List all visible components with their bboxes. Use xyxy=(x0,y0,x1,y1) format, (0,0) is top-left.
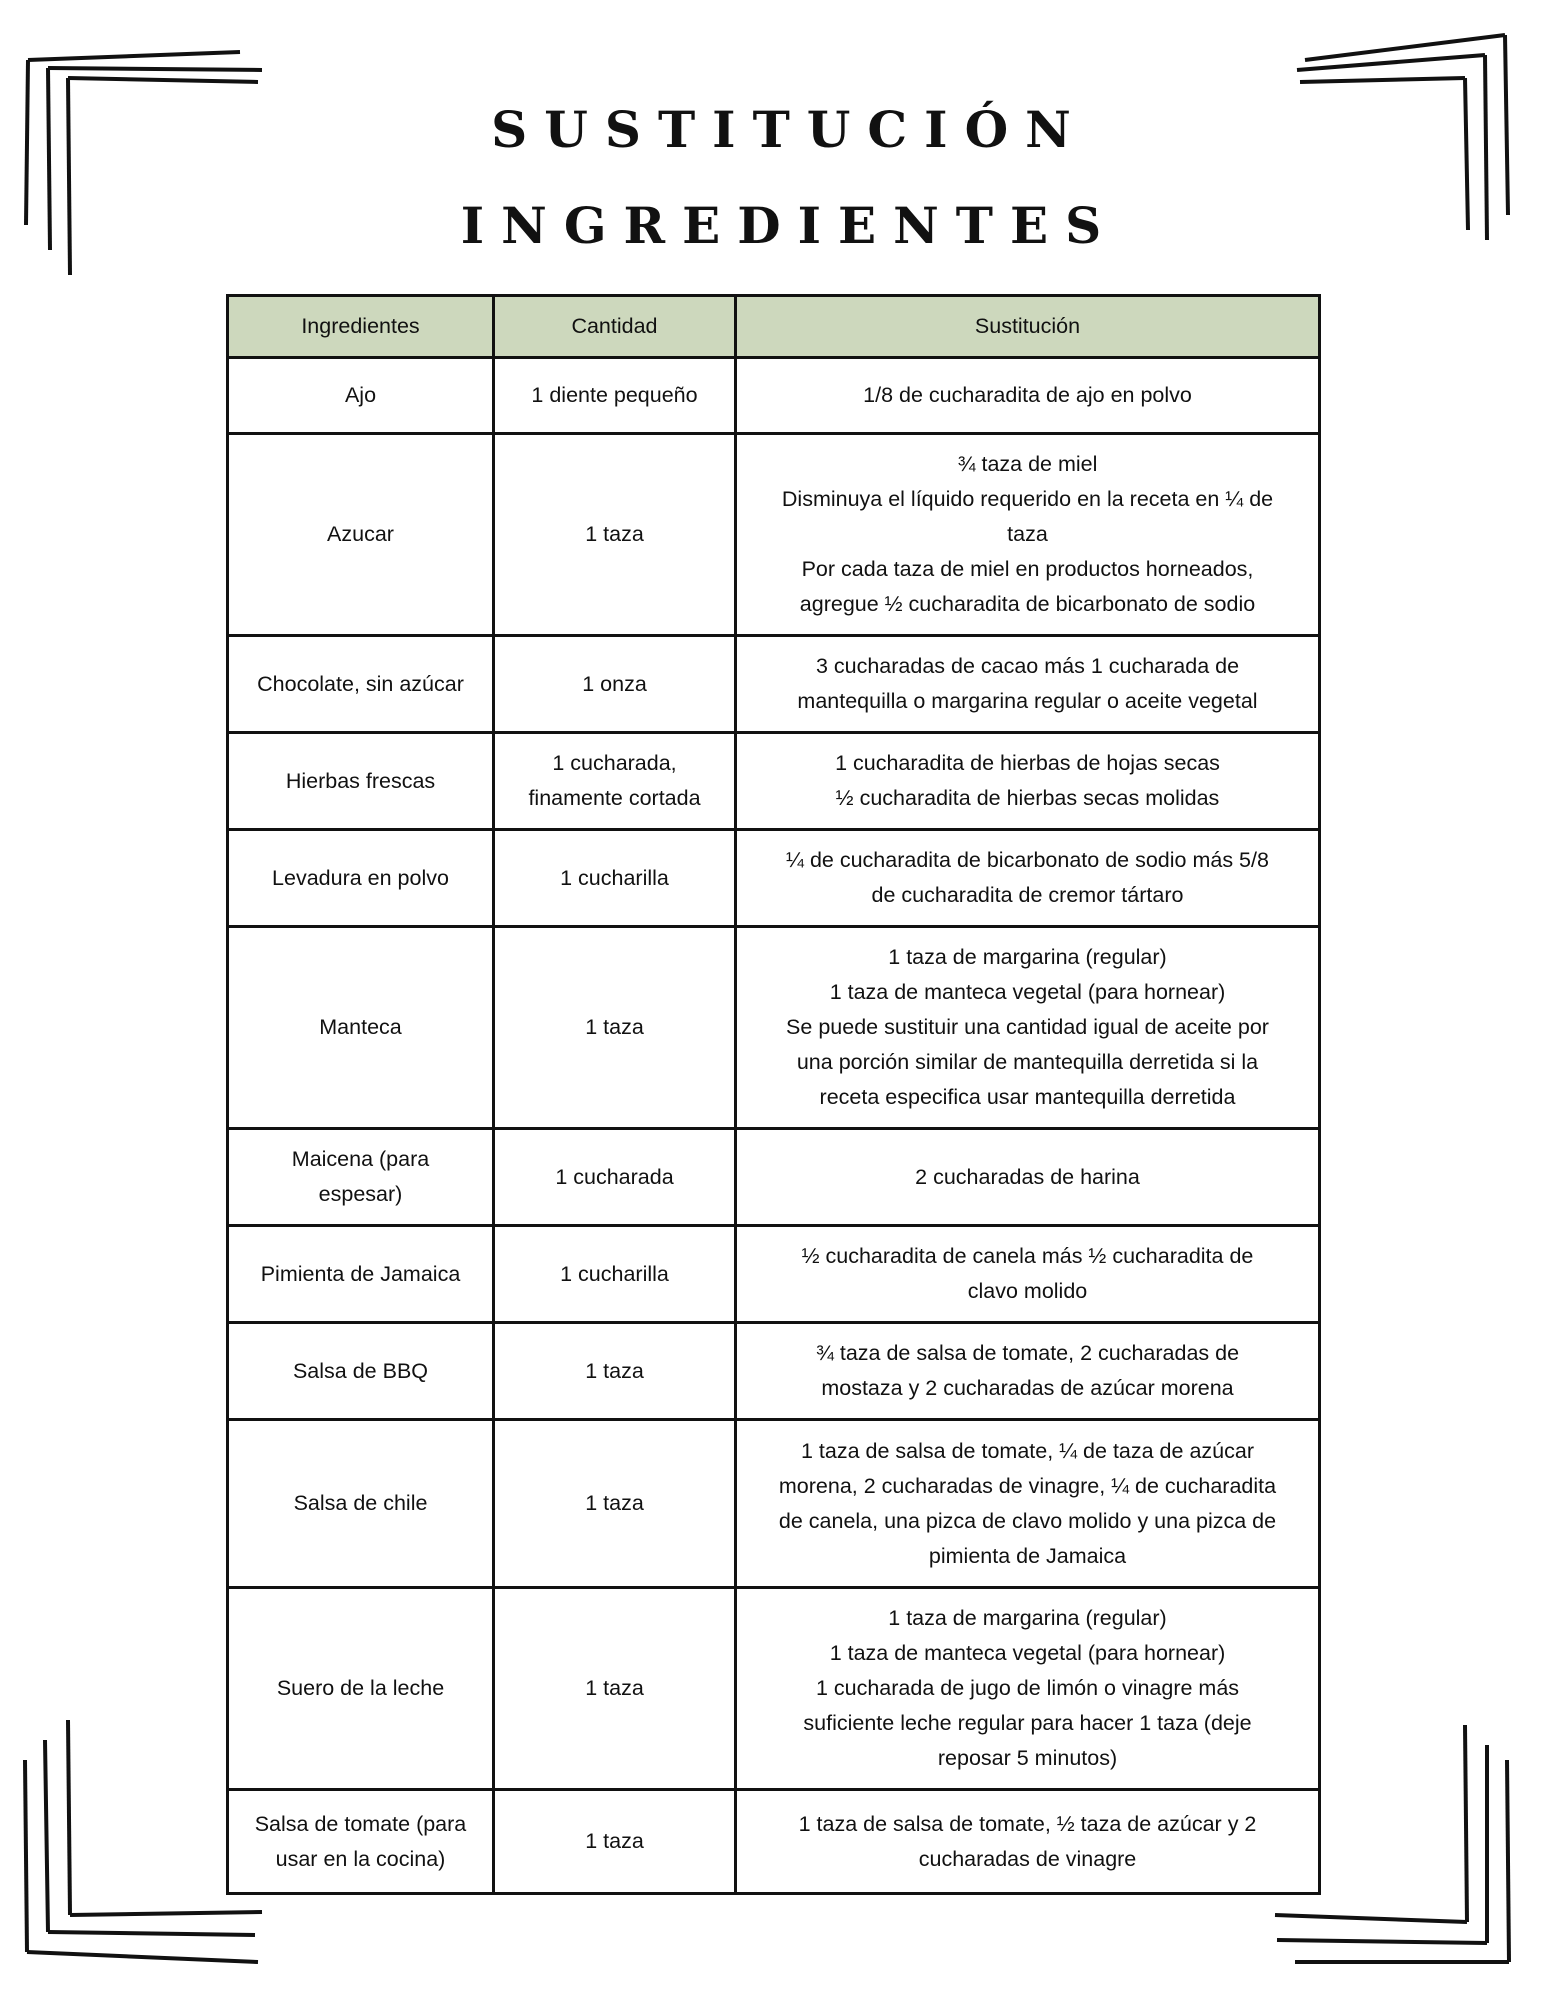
cell-text-line: mostaza y 2 cucharadas de azúcar morena xyxy=(821,1376,1234,1400)
substitution-cell xyxy=(736,358,1320,434)
quantity-cell xyxy=(494,1129,736,1226)
cell-text-line: 1 taza de manteca vegetal (para hornear) xyxy=(829,980,1226,1004)
table-row xyxy=(228,1420,1320,1588)
table-row xyxy=(228,636,1320,733)
cell-text-line: Levadura en polvo xyxy=(272,865,449,890)
substitution-cell xyxy=(736,636,1320,733)
substitution-cell xyxy=(736,1129,1320,1226)
ingredient-cell xyxy=(228,1323,494,1420)
ingredient-cell xyxy=(228,1588,494,1790)
cell-text-line: pimienta de Jamaica xyxy=(928,1543,1127,1568)
quantity-cell xyxy=(494,1323,736,1420)
substitution-cell xyxy=(736,1323,1320,1420)
cell-text-line: Hierbas frescas xyxy=(285,768,436,793)
ingredient-cell xyxy=(228,927,494,1129)
quantity-cell xyxy=(494,636,736,733)
cell-text-line: ½ cucharadita de canela más ½ cucharadita de xyxy=(801,1244,1254,1268)
cell-text-line: Pimienta de Jamaica xyxy=(260,1261,461,1286)
cell-text-line: 1 cucharilla xyxy=(560,1261,669,1286)
cell-text-line: 1 taza xyxy=(585,1829,644,1853)
ingredient-cell xyxy=(228,636,494,733)
table-row xyxy=(228,1588,1320,1790)
page-title-line-2: INGREDIENTES xyxy=(460,196,1119,255)
cell-text-line: usar en la cocina) xyxy=(275,1846,446,1871)
cell-text-line: ¾ taza de salsa de tomate, 2 cucharadas de xyxy=(815,1341,1240,1365)
cell-text-line: clavo molido xyxy=(967,1279,1088,1303)
quantity-cell xyxy=(494,1420,736,1588)
table-row xyxy=(228,1790,1320,1894)
ingredient-cell xyxy=(228,1790,494,1894)
cell-text-line: 1 taza xyxy=(585,1491,644,1515)
cell-text-line: Disminuya el líquido requerido en la receta en ¼ de xyxy=(781,487,1274,511)
cell-text-line: 1 taza de manteca vegetal (para hornear) xyxy=(829,1641,1226,1665)
page-title-line-1: SUSTITUCIÓN xyxy=(491,100,1088,159)
cell-text-line: agregue ½ cucharadita de bicarbonato de sodio xyxy=(799,592,1256,616)
table-row xyxy=(228,358,1320,434)
cell-text-line: Salsa de BBQ xyxy=(292,1358,429,1383)
substitution-cell xyxy=(736,434,1320,636)
cell-text-line: 1 diente pequeño xyxy=(531,383,698,407)
ingredient-cell xyxy=(228,1129,494,1226)
header-ingredientes: Ingredientes xyxy=(228,296,494,358)
substitution-cell xyxy=(736,733,1320,830)
cell-text-line: 1 taza de margarina (regular) xyxy=(888,1606,1167,1630)
substitution-table xyxy=(226,294,1321,1895)
ingredient-cell xyxy=(228,1226,494,1323)
cell-text-line: Ajo xyxy=(344,383,377,407)
cell-text-line: 1 taza xyxy=(585,1015,644,1039)
substitution-cell xyxy=(736,830,1320,927)
cell-text-line: taza xyxy=(1007,522,1048,546)
cell-text-line: 1 cucharada xyxy=(555,1164,674,1189)
cell-text-line: Por cada taza de miel en productos horneados, xyxy=(801,557,1254,581)
cell-text-line: 1/8 de cucharadita de ajo en polvo xyxy=(863,383,1192,407)
cell-text-line: 1 taza xyxy=(585,1676,644,1700)
ingredient-cell xyxy=(228,434,494,636)
quantity-cell xyxy=(494,733,736,830)
cell-text-line: 2 cucharadas de harina xyxy=(915,1164,1140,1189)
cell-text-line: espesar) xyxy=(318,1182,403,1206)
cell-text-line: una porción similar de mantequilla derretida si la xyxy=(796,1050,1259,1074)
cell-text-line: Chocolate, sin azúcar xyxy=(257,671,464,696)
table-row xyxy=(228,434,1320,636)
substitution-cell xyxy=(736,1226,1320,1323)
table-row xyxy=(228,927,1320,1129)
cell-text-line: Maicena (para xyxy=(291,1147,430,1171)
cell-text-line: 1 taza de margarina (regular) xyxy=(888,945,1167,969)
cell-text-line: 1 taza xyxy=(585,522,644,546)
ingredient-cell xyxy=(228,358,494,434)
substitution-cell xyxy=(736,927,1320,1129)
cell-text-line: ¼ de cucharadita de bicarbonato de sodio más 5/8 xyxy=(786,848,1269,872)
table-row xyxy=(228,830,1320,927)
cell-text-line: 1 cucharada, xyxy=(552,751,677,775)
cell-text-line: 1 taza de salsa de tomate, ¼ de taza de azúcar xyxy=(801,1438,1254,1463)
substitution-cell xyxy=(736,1790,1320,1894)
cell-text-line: Azucar xyxy=(327,522,394,546)
table-row xyxy=(228,1323,1320,1420)
cell-text-line: ½ cucharadita de hierbas secas molidas xyxy=(835,786,1220,810)
quantity-cell xyxy=(494,434,736,636)
cell-text-line: 1 taza de salsa de tomate, ½ taza de azúcar y 2 xyxy=(798,1811,1257,1836)
cell-text-line: 3 cucharadas de cacao más 1 cucharada de xyxy=(815,654,1240,678)
quantity-cell xyxy=(494,1226,736,1323)
cell-text-line: Salsa de chile xyxy=(293,1491,428,1515)
table-row xyxy=(228,733,1320,830)
quantity-cell xyxy=(494,358,736,434)
quantity-cell xyxy=(494,830,736,927)
cell-text-line: 1 taza xyxy=(585,1358,644,1383)
cell-text-line: mantequilla o margarina regular o aceite vegetal xyxy=(797,689,1258,713)
cell-text-line: de cucharadita de cremor tártaro xyxy=(871,883,1184,907)
quantity-cell xyxy=(494,927,736,1129)
cell-text-line: de canela, una pizca de clavo molido y una pizca de xyxy=(778,1508,1277,1533)
cell-text-line: Se puede sustituir una cantidad igual de aceite por xyxy=(786,1015,1269,1039)
cell-text-line: 1 cucharilla xyxy=(560,865,669,890)
substitution-cell xyxy=(736,1588,1320,1790)
cell-text-line: cucharadas de vinagre xyxy=(918,1846,1137,1871)
quantity-cell xyxy=(494,1588,736,1790)
table-header-row xyxy=(228,296,1320,358)
header-cantidad: Cantidad xyxy=(494,296,736,358)
ingredient-cell xyxy=(228,733,494,830)
header-sustitucion: Sustitución xyxy=(736,296,1320,358)
cell-text-line: Manteca xyxy=(319,1015,402,1039)
cell-text-line: reposar 5 minutos) xyxy=(937,1746,1118,1770)
ingredient-cell xyxy=(228,1420,494,1588)
ingredient-cell xyxy=(228,830,494,927)
cell-text-line: 1 cucharadita de hierbas de hojas secas xyxy=(835,751,1220,775)
cell-text-line: Salsa de tomate (para xyxy=(254,1811,467,1836)
quantity-cell xyxy=(494,1790,736,1894)
cell-text-line: morena, 2 cucharadas de vinagre, ¼ de cucharadita xyxy=(778,1473,1277,1498)
cell-text-line: Suero de la leche xyxy=(276,1676,445,1700)
cell-text-line: ¾ taza de miel xyxy=(957,452,1098,476)
table-row xyxy=(228,1129,1320,1226)
cell-text-line: finamente cortada xyxy=(528,786,701,810)
cell-text-line: 1 cucharada de jugo de limón o vinagre más xyxy=(815,1676,1240,1700)
cell-text-line: 1 onza xyxy=(582,671,647,696)
cell-text-line: receta especifica usar mantequilla derretida xyxy=(819,1085,1236,1109)
cell-text-line: suficiente leche regular para hacer 1 taza (deje xyxy=(803,1711,1252,1735)
substitution-cell xyxy=(736,1420,1320,1588)
table-row xyxy=(228,1226,1320,1323)
